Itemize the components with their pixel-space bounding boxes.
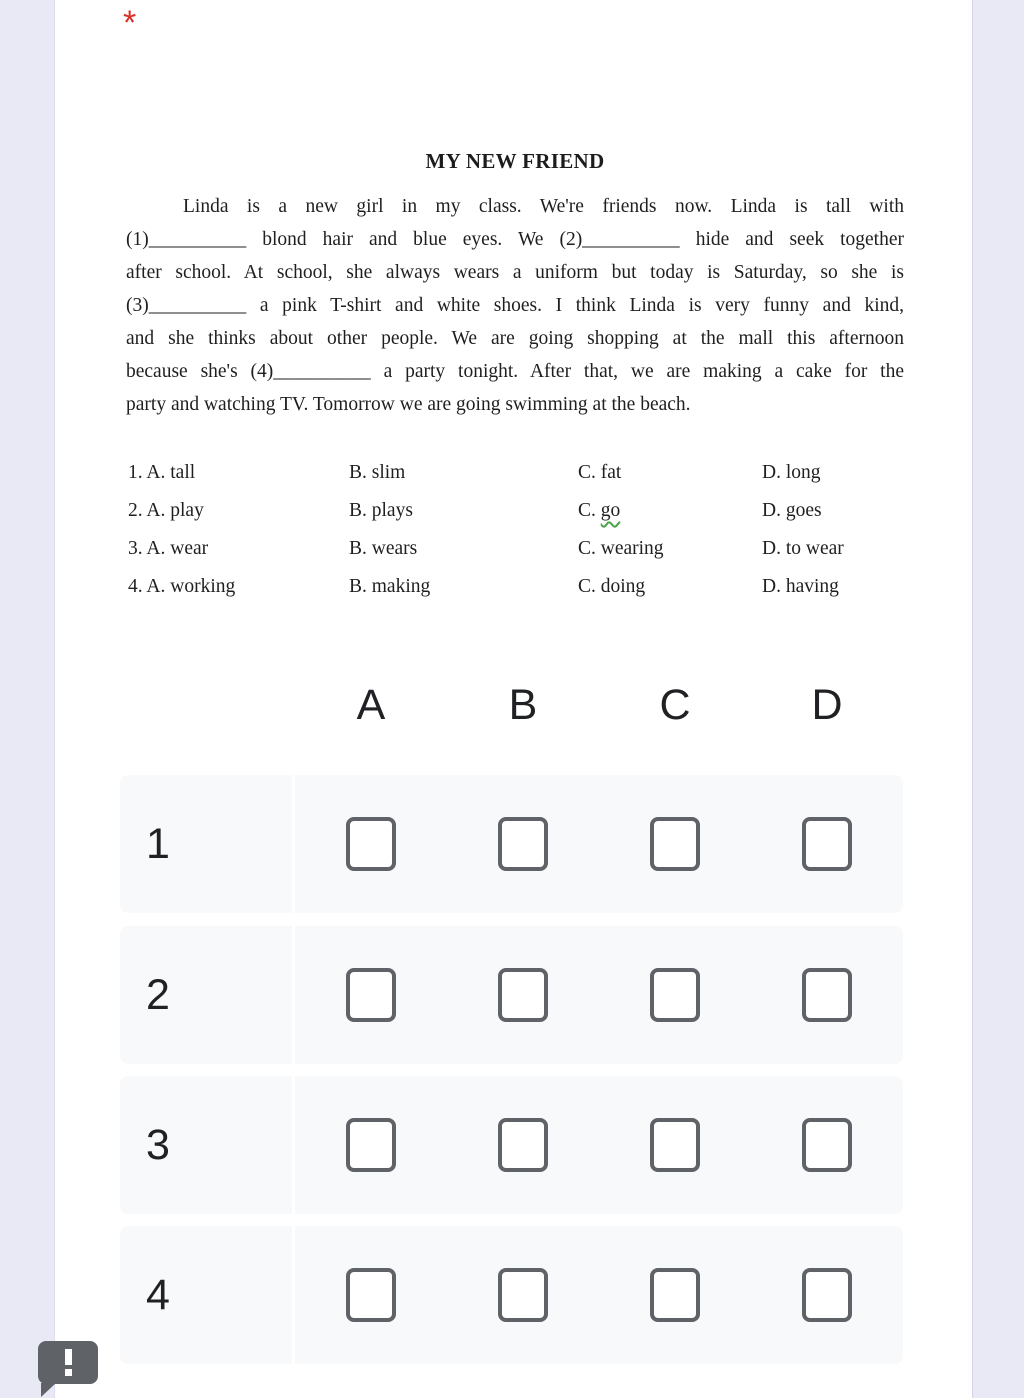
row-2-cell-c xyxy=(599,926,751,1064)
option-4a: 4. A. working xyxy=(128,576,236,597)
column-header-b: B xyxy=(508,681,538,729)
option-3b: B. wears xyxy=(349,538,418,559)
row-1-choices xyxy=(295,775,903,913)
row-1-cell-d xyxy=(751,775,903,913)
option-3c: C. wearing xyxy=(578,538,664,559)
checkbox-4-b[interactable] xyxy=(498,1268,548,1322)
option-2c-word-spellchecked: go xyxy=(600,500,621,521)
checkbox-2-b[interactable] xyxy=(498,968,548,1022)
row-2-cell-d xyxy=(751,926,903,1064)
checkbox-3-c[interactable] xyxy=(650,1118,700,1172)
checkbox-1-d[interactable] xyxy=(802,817,852,871)
option-3a: 3. A. wear xyxy=(128,538,209,559)
answer-grid xyxy=(120,682,903,1372)
option-2d: D. goes xyxy=(762,500,822,521)
answer-grid-header xyxy=(120,682,903,728)
option-1d: D. long xyxy=(762,462,821,483)
question-card xyxy=(54,0,973,1398)
checkbox-3-a[interactable] xyxy=(346,1118,396,1172)
row-2-choices xyxy=(295,926,903,1064)
checkbox-3-b[interactable] xyxy=(498,1118,548,1172)
option-4c: C. doing xyxy=(578,576,646,597)
row-1-cell-b xyxy=(447,775,599,913)
passage-line: party and watching TV. Tomorrow we are going swimming at the beach. xyxy=(126,394,691,415)
row-1-label: 1 xyxy=(120,775,295,913)
option-4d: D. having xyxy=(762,576,839,597)
grid-row-3 xyxy=(120,1076,903,1214)
option-2c-prefix: C. xyxy=(578,500,601,521)
options-table xyxy=(128,462,928,614)
row-4-choices xyxy=(295,1226,903,1364)
row-4-cell-c xyxy=(599,1226,751,1364)
checkbox-2-d[interactable] xyxy=(802,968,852,1022)
exclamation-bar xyxy=(65,1349,72,1365)
row-3-cell-b xyxy=(447,1076,599,1214)
row-3-choices xyxy=(295,1076,903,1214)
option-3d: D. to wear xyxy=(762,538,844,559)
column-header-d: D xyxy=(811,681,843,729)
passage-line: Linda is a new girl in my class. We're friends now. Linda is tall with xyxy=(183,196,904,217)
checkbox-1-a[interactable] xyxy=(346,817,396,871)
grid-row-2 xyxy=(120,926,903,1064)
passage-line: after school. At school, she always wears a uniform but today is Saturday, so she is xyxy=(126,262,904,283)
option-4b: B. making xyxy=(349,576,431,597)
row-3-cell-a xyxy=(295,1076,447,1214)
passage-line: and she thinks about other people. We are going shopping at the mall this afternoon xyxy=(126,328,904,349)
row-2-cell-a xyxy=(295,926,447,1064)
passage-title: MY NEW FRIEND xyxy=(425,149,605,173)
passage-line: (1)__________ blond hair and blue eyes. We (2)__________ hide and seek together xyxy=(126,229,904,250)
checkbox-2-a[interactable] xyxy=(346,968,396,1022)
grid-row-1 xyxy=(120,775,903,913)
row-4-cell-a xyxy=(295,1226,447,1364)
checkbox-3-d[interactable] xyxy=(802,1118,852,1172)
row-3-cell-c xyxy=(599,1076,751,1214)
report-comment-button[interactable] xyxy=(38,1341,98,1384)
row-4-label: 4 xyxy=(120,1226,295,1364)
option-2b: B. plays xyxy=(349,500,413,521)
row-1-cell-a xyxy=(295,775,447,913)
checkbox-4-d[interactable] xyxy=(802,1268,852,1322)
row-3-label: 3 xyxy=(120,1076,295,1214)
reading-passage xyxy=(126,190,904,421)
checkbox-4-c[interactable] xyxy=(650,1268,700,1322)
option-1b: B. slim xyxy=(349,462,406,483)
option-2a: 2. A. play xyxy=(128,500,204,521)
exclamation-comment-icon xyxy=(65,1349,72,1376)
column-header-c: C xyxy=(659,681,691,729)
option-1c: C. fat xyxy=(578,462,622,483)
row-2-label: 2 xyxy=(120,926,295,1064)
checkbox-2-c[interactable] xyxy=(650,968,700,1022)
checkbox-1-b[interactable] xyxy=(498,817,548,871)
row-4-cell-d xyxy=(751,1226,903,1364)
grid-row-4 xyxy=(120,1226,903,1364)
row-4-cell-b xyxy=(447,1226,599,1364)
option-1a: 1. A. tall xyxy=(128,462,196,483)
checkbox-4-a[interactable] xyxy=(346,1268,396,1322)
column-header-a: A xyxy=(356,681,386,729)
option-2c xyxy=(578,500,762,538)
passage-line: (3)__________ a pink T-shirt and white shoes. I think Linda is very funny and kind, xyxy=(126,295,904,316)
row-2-cell-b xyxy=(447,926,599,1064)
row-1-cell-c xyxy=(599,775,751,913)
checkbox-1-c[interactable] xyxy=(650,817,700,871)
required-asterisk: * xyxy=(123,4,137,42)
row-label-column-spacer xyxy=(120,682,295,728)
row-3-cell-d xyxy=(751,1076,903,1214)
exclamation-dot xyxy=(65,1369,72,1376)
passage-line: because she's (4)__________ a party tonight. After that, we are making a cake for the xyxy=(126,361,904,382)
